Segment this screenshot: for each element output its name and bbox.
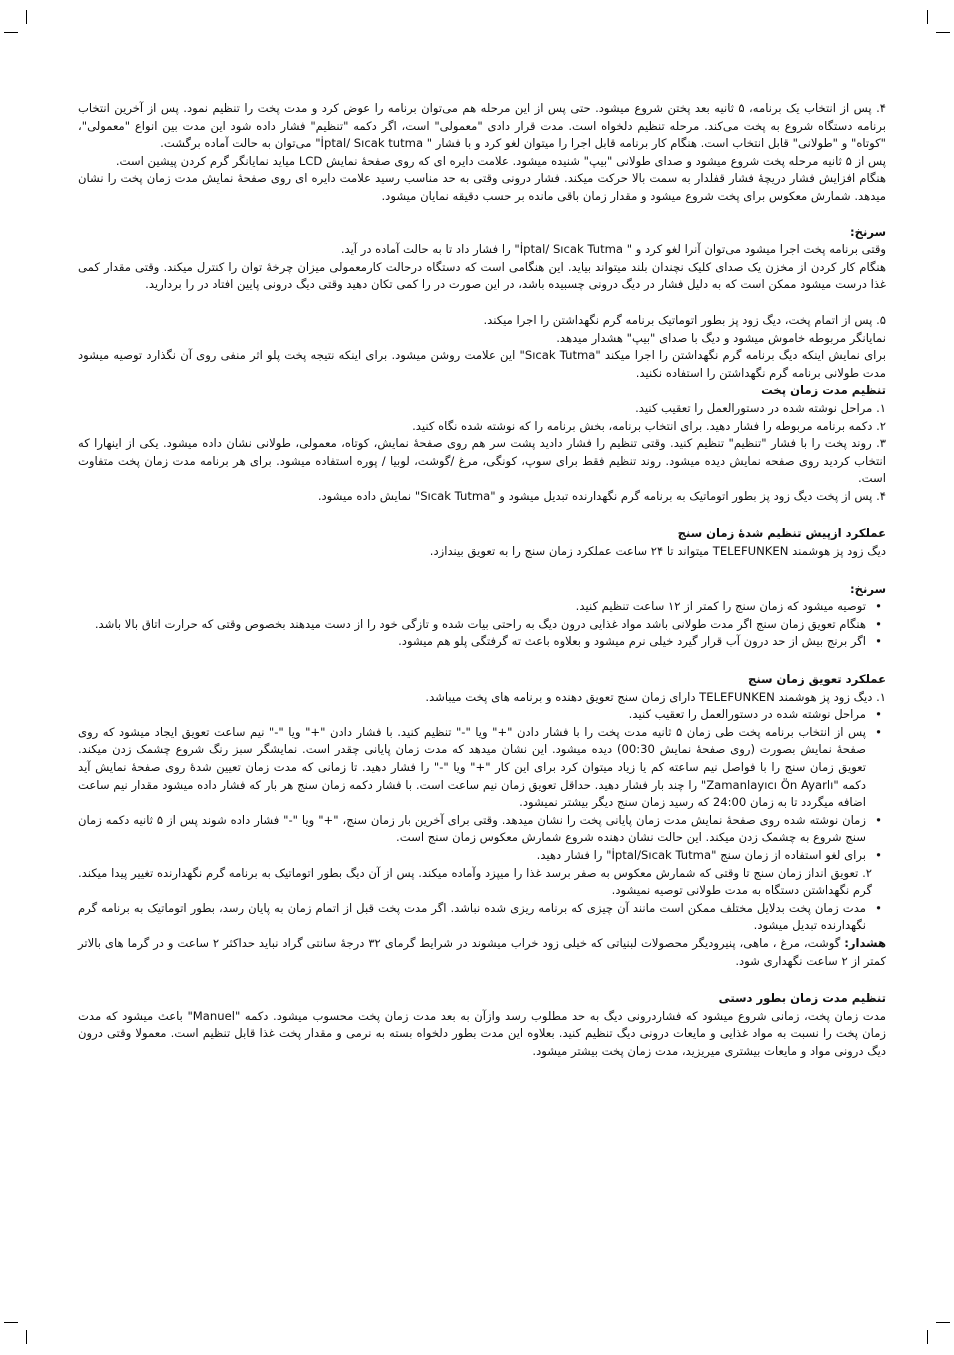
bullet-item: • مدت زمان پخت بدلایل مختلف ممکن است مانند آن چیزی که برنامه ریزی شده نباشد. اگر مدت پخت قبل از اتمام زمان به پایان رسد، بطور اتوماتیک به برنامه گرم نگهدارنده تبدیل میشود. (78, 900, 886, 935)
section-heading: سرنخ: (850, 581, 886, 596)
bullet-item: • پس از انتخاب برنامه پخت طی زمان ۵ ثانیه مدت پخت را با فشار دادن "+" ویا "-" تنظیم کنید. با فشار دادن "+" ویا "-" نیم ساعت تعویق ایجاد میشود که روی صفحهٔ نمایش بصورت (روی صفحهٔ نمایش 00:30) دیده میشود. این نشان میدهد که مدت زمان پایانی چقدر است. نمایشگر سبز رنگ شروع چشمک زدن میکند. تعویق زمان سنج را با فواصل نیم ساعته کم یا زیاد میتوان کرد برای این کار "+" ویا "-" را فشار دهید. تا زمانی که مدت زمان تعیین شدهٔ روی صفحهٔ نمایش آید دکمه "Zamanlayıcı Ön Ayarlı" را چند بار فشار دهید. حداقل تعویق زمان نیم ساعت است. با فشار دکمه زمان سنج هر بار که فشار داده میشود مقدار نیم ساعت اضافه میگردد تا به زمان 24:00 که رسید زمان سنج دیگر بیشتر نمیشود. (78, 724, 886, 812)
paragraph: پس از ۵ ثانیه مرحله پخت شروع میشود و صدای طولانی "بیپ" شنیده میشود. علامت دایره ای که روی صفحهٔ نمایش LCD میاید نمایانگر گرم کردن پیشین است. (115, 153, 886, 168)
numbered-step: ۲. دکمه برنامه مربوطه را فشار دهید. برای انتخاب برنامه، بخش برنامه را که نوشته شده نگاه کنید. (412, 418, 886, 433)
crop-mark (927, 10, 928, 24)
crop-mark (936, 32, 950, 33)
document-body (78, 100, 886, 1061)
paragraph: برای نمایش اینکه دیگ برنامه گرم نگهداشتن را اجرا میکند "Sıcak Tutma" این علامت روشن میشود. برای اینکه نتیجه پخت پلو اثر منفی روی آن نگذارد توصیه میشود مدت طولانی برنامه گرم نگهداشتن را استفاده نکنید. (78, 348, 887, 380)
numbered-step: ۴. پس از پخت دیگ زود پز بطور اتوماتیک به برنامه گرم نگهدارنده تبدیل میشود و "Sıcak Tutma" نمایش داده میشود. (317, 488, 886, 503)
numbered-step: ۲. تعویق انداز زمان سنج تا وقتی که شمارش معکوس به صفر برسد غذا را میپزد وآماده میکند. پس از آن دیگ بطور اتوماتیک به برنامه گرم نگهدارنده تغییر پیدا میکند. گرم نگهداشتن دستگاه به مدت طولانی توصیه نمیشود. (78, 865, 872, 898)
paragraph: ۵. پس از اتمام پخت، دیگ زود پز بطور اتوماتیک برنامه گرم نگهداشتن را اجرا میکند. (483, 312, 886, 327)
crop-mark (4, 1322, 18, 1323)
paragraph: نمایانگر مربوطه خاموش میشود و دیگ با صدای "بیپ" هشدار میدهد. (556, 330, 886, 345)
section-heading: عملکرد ازپیش تنظیم شدهٔ زمان سنج (677, 526, 886, 541)
section-heading: تنظیم مدت زمان بطور دستی (718, 991, 886, 1006)
paragraph: هنگام افزایش فشار دریچهٔ فشار قفلدار به سمت بالا حرکت میکند. فشار درونی وقتی به حد مناسب رسید علامت دایره ای روی صفحهٔ نمایش مدت زمان پخت را نشان میدهد. شمارش معکوس برای پخت شروع میشود و مقدار زمان باقی مانده بر حسب دقیقه نمایان میشود. (78, 171, 886, 203)
crop-mark (26, 1330, 27, 1344)
crop-mark (927, 1330, 928, 1344)
bullet-item: • اگر برنج بیش از حد درون آب قرار گیرد خیلی نرم میشود و بعلاوه باعث ته گرفتگی پلو هم میشود. (78, 633, 886, 651)
numbered-step: ۳. روند پخت را با فشار "تنظیم" تنظیم کنید. وقتی تنظیم را فشار دادید پشت سر هم روی صفحهٔ نمایش، کوتاه، معمولی، طولانی نشان داده میشود. یکی از اینهارا که انتخاب کردید روی صفحه نمایش دیده میشود. روند تنظیم فقط برای سوپ، کونگی، مرغ /گوشت، لوبیا / پوره استفاده میشود. برای هر برنامه مدت زمان پخت متفاوت است. (78, 436, 886, 486)
numbered-step: ۱. دیگ زود پز هوشمند TELEFUNKEN دارای زمان سنج تعویق دهنده و برنامه های پخت میباشد. (425, 689, 886, 704)
crop-mark (26, 10, 27, 24)
paragraph: دیگ زود پز هوشمند TELEFUNKEN میتواند تا ۲۴ ساعت عملکرد زمان سنج را به تعویق بیندازد. (429, 544, 886, 559)
bullet-item: • زمان نوشته شده روی صفحهٔ نمایش مدت زمان پایانی پخت را نشان میدهد. وقتی برای آخرین بار زمان سنج، "+" ویا "-" فشار داده شوند پس از ۵ ثانیه دکمه زمان سنج شروع به چشمک زدن میکند. این حالت نشان دهنده شروع شمارش معکوس زمان سنج است. (78, 812, 886, 847)
bullet-item: • توصیه میشود که زمان سنج را کمتر از ۱۲ ساعت تنظیم کنید. (78, 598, 886, 616)
crop-mark (4, 32, 18, 33)
section-heading: سرنخ: (850, 224, 886, 239)
section-heading: تنظیم مدت زمان پخت (761, 383, 886, 398)
crop-mark (936, 1322, 950, 1323)
bullet-item: • مراحل نوشته شده در دستورالعمل را تعقیب کنید. (78, 706, 886, 724)
bullet-item: • هنگام تعویق زمان سنج اگر مدت طولانی باشد مواد غذایی درون دیگ به راحتی بیات شده و تازگی خود را از دست میدهند بخصوص وقتی که حرارت اتاق بالا باشد. (78, 616, 886, 634)
paragraph: وقتی برنامه پخت اجرا میشود می‌توان آنرا لغو کرد و " İptal/ Sıcak Tutma" را فشار داد تا به حالت آماده در آید. (340, 242, 886, 257)
paragraph: مدت زمان پخت، زمانی شروع میشود که فشاردرونی دیگ به حد مطلوب رسد وازآن به بعد مدت زمان پخت محسوب میشود. دکمه "Manuel" باعث میشود که مدت زمان پخت را نسبت به مواد غذایی و مایعات درونی دیگ تنظیم کنید. بعلاوه این مدت بطور دلخواه بسته به نرمی و مقدار پخت غذا قابل تنظیم است. معمولا وقتی درون دیگ درونی مواد و مایعات بیشتری میریزید، مدت زمان پخت بیشتر میشود. (78, 1008, 886, 1058)
warning-label: هشدار: (844, 935, 887, 950)
warning-text: گوشت، مرغ ، ماهی، پنیرودیگر محصولات لبنیاتی که خیلی زود خراب میشوند در شرایط گرمای ۳۲ درجهٔ سانتی گراد نباید حداکثر ۲ ساعت و در گرما های بالاتر کمتر از ۲ ساعت نگهداری شود. (78, 935, 886, 968)
warning-note (78, 935, 886, 970)
section-heading: عملکرد تعویق زمان سنج (748, 672, 886, 687)
numbered-step: ۱. مراحل نوشته شده در دستورالعمل را تعقیب کنید. (635, 400, 886, 415)
bullet-item: • برای لغو استفاده از زمان سنج "İptal/Sıcak Tutma" را فشار دهید. (78, 847, 886, 865)
paragraph: ۴. پس از انتخاب یک برنامه، ۵ ثانیه بعد پختن شروع میشود. حتی پس از این مرحله هم می‌توان برنامه را عوض کرد و مدت پخت را تنظیم نمود. پس از آخرین انتخاب برنامه دستگاه شروع به پخت می‌کند. مرحله تنظیم دلخواه است. مدت قرار دادی "معمولی" است، اگر دکمه "تنظیم" فشار داده شود این مدت بین انواع "معمولی"، "کوتاه" و "طولانی" قابل انتخاب است. هنگام کار برنامه قابل اجرا را میتوان لغو کرد و با فشار " İptal/ Sıcak tutma" می‌توان به حالت آماده برگشت. (78, 101, 886, 151)
paragraph: هنگام کار کردن از مخزن یک صدای کلیک نچندان بلند میتواند بیاید. این هنگامی است که دستگاه درحالت کارمعمولی میزان چرخهٔ توان را کنترل میکند. وقتی مقدار کمی غذا درست میشود ممکن است که به دلیل فشار در دیگ درونی چسبیده باشد، در این صورت در را کمی تکان دهید وقتی دیگ درونی پایین افتاد در را بردارید. (78, 259, 886, 292)
